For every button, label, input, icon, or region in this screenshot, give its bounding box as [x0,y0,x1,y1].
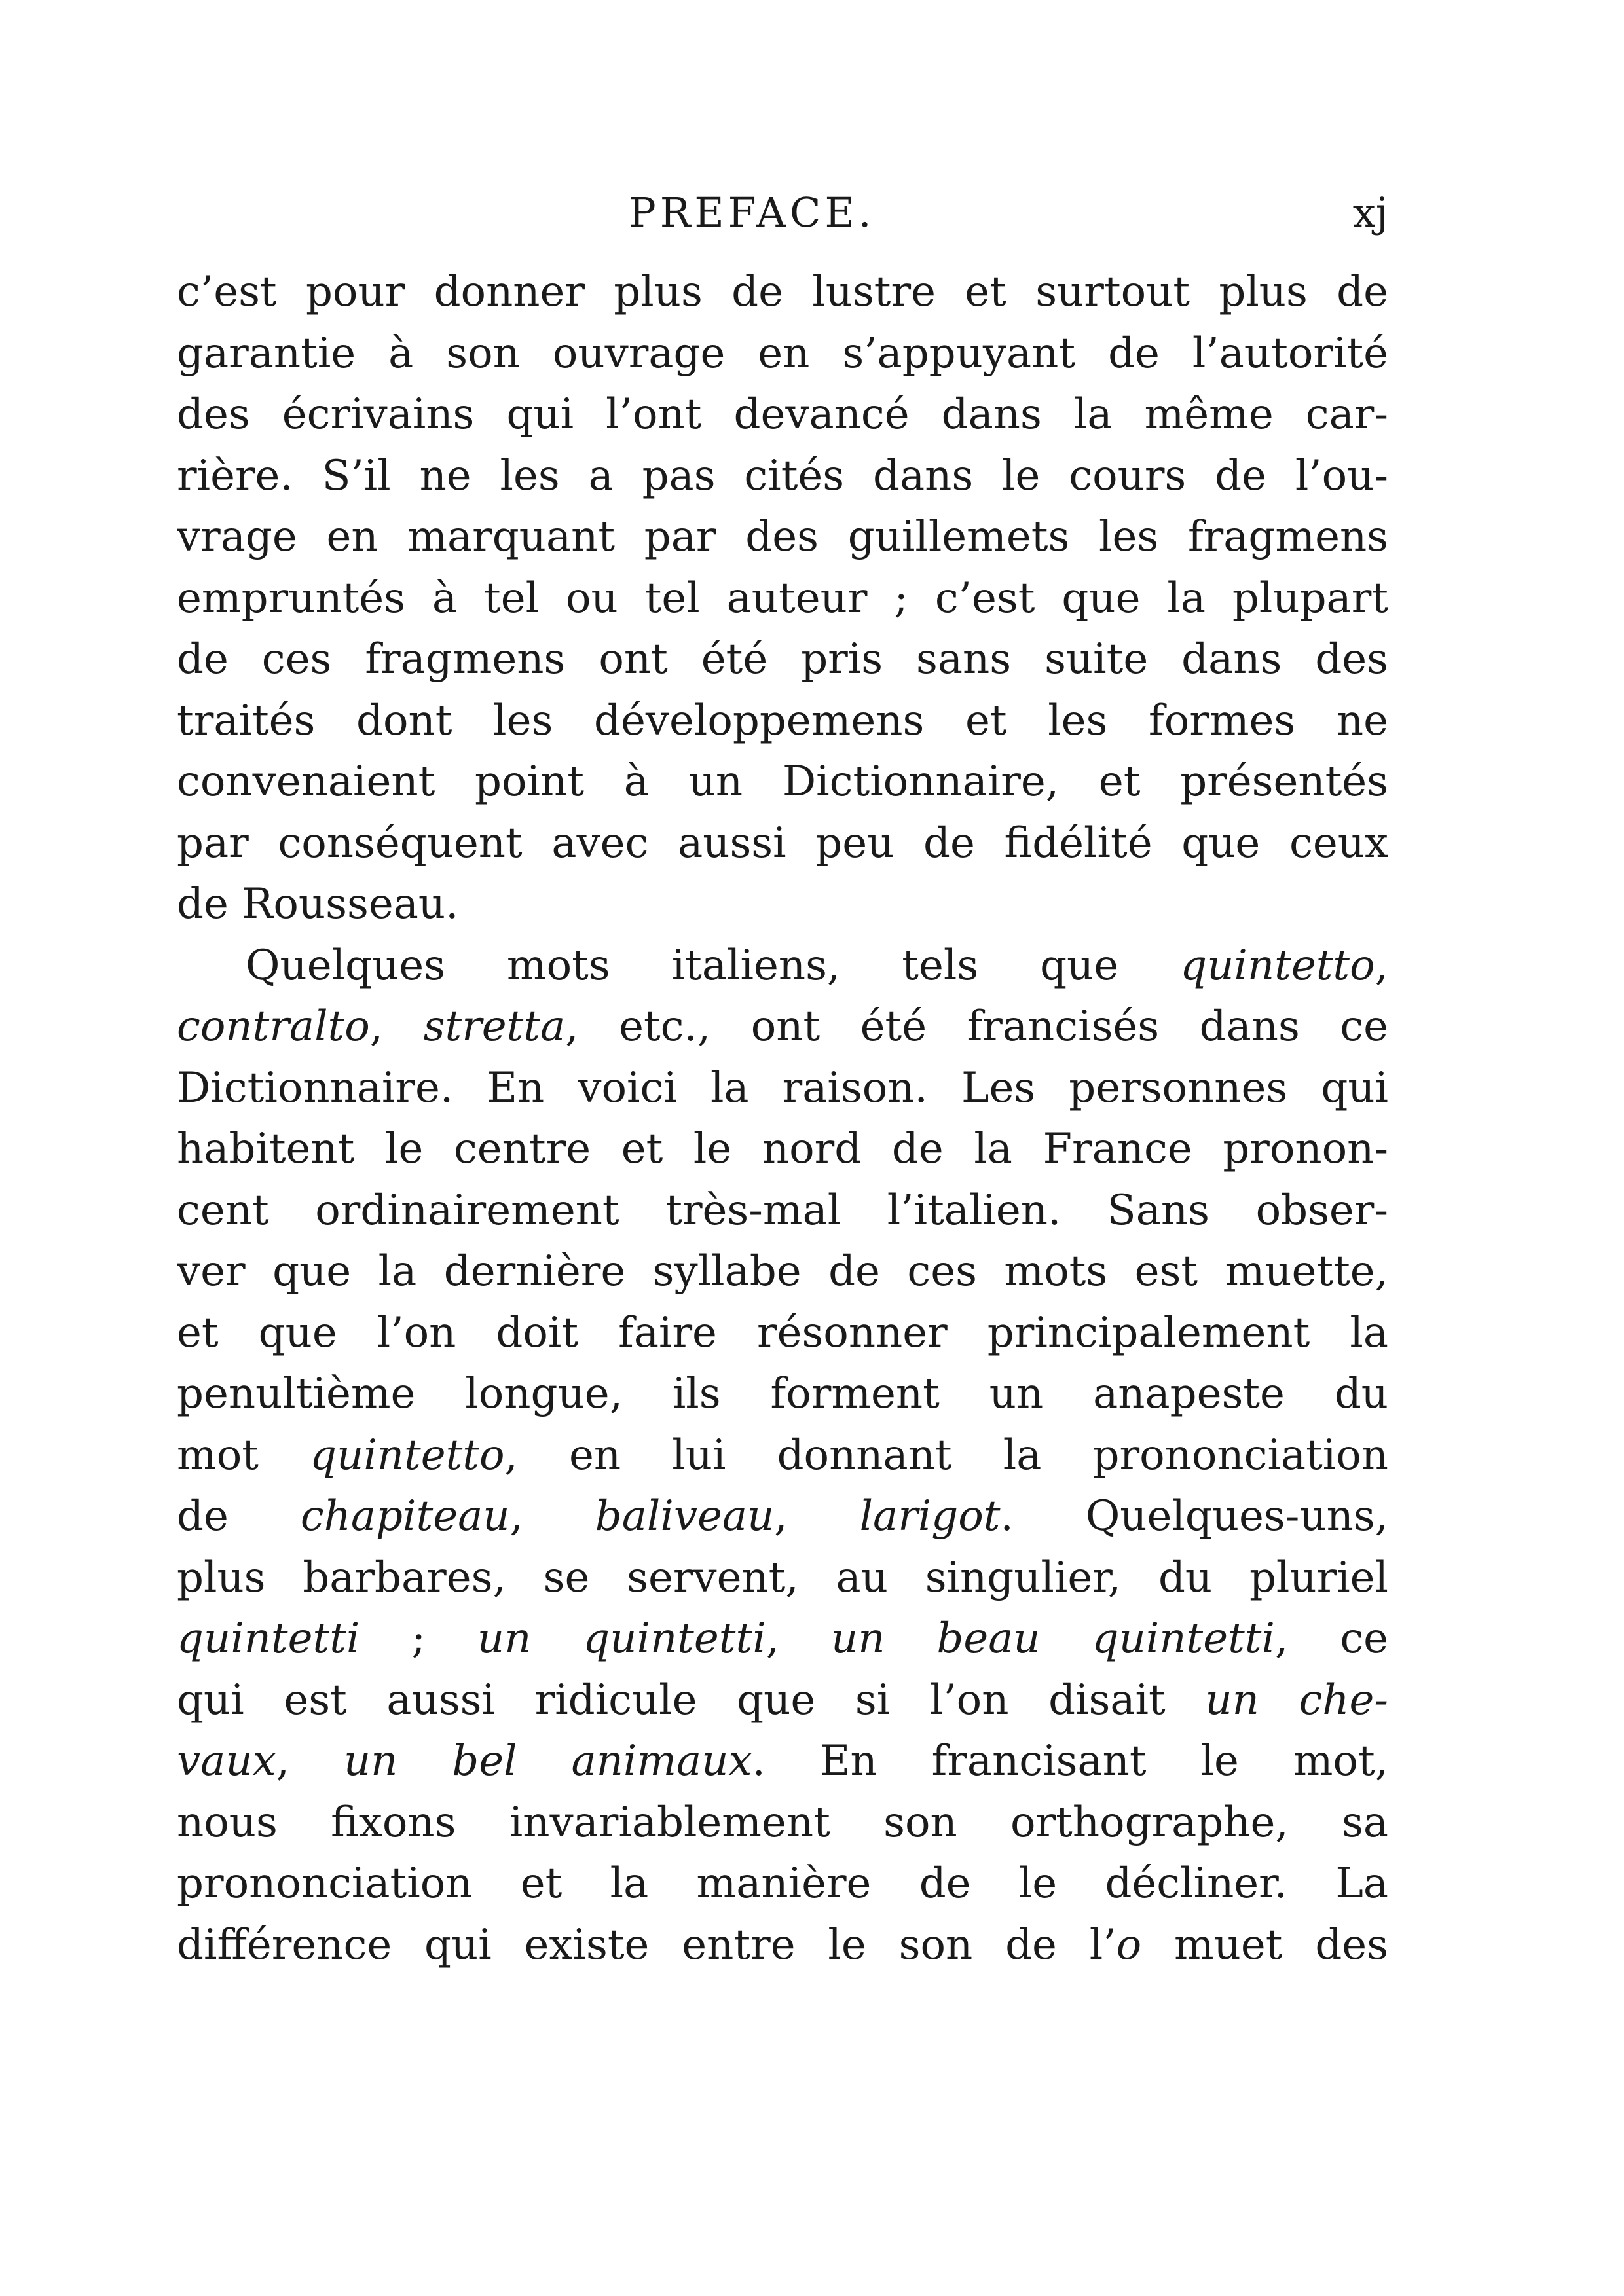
italic-text: o [1116,1920,1142,1969]
text-line [177,262,1388,323]
text-line [177,1364,1388,1425]
text-segment: penultième longue, ils forment un anapeste du [177,1370,1388,1418]
text-line [177,936,1388,997]
italic-text: un che- [1205,1675,1388,1724]
text-line [177,629,1388,691]
text-segment: , [1375,941,1388,990]
text-segment: , [509,1492,595,1540]
text-segment: , [276,1737,344,1785]
italic-text: baliveau [595,1492,775,1540]
text-segment: , [766,1614,832,1663]
italic-text: quintetti [177,1614,360,1663]
italic-text: vaux [177,1737,276,1785]
text-segment: de [177,1492,301,1540]
body-text [177,262,1388,1976]
text-segment: ; [360,1614,477,1663]
text-line [177,384,1388,446]
text-segment: , etc., ont été francisés dans ce [565,1002,1388,1051]
text-segment: habitent le centre et le nord de la France pronon- [177,1125,1388,1173]
text-segment: de ces fragmens ont été pris sans suite dans des [177,635,1388,683]
text-line [177,996,1388,1058]
text-line [177,1486,1388,1548]
text-line [177,1303,1388,1364]
text-segment: Dictionnaire. En voici la raison. Les personnes qui [177,1063,1388,1112]
text-segment: empruntés à tel ou tel auteur ; c’est que la plupart [177,574,1388,623]
text-segment: traités dont les développemens et les formes ne [177,696,1388,745]
text-line [177,874,1388,936]
text-line [177,752,1388,813]
text-line [177,1119,1388,1180]
page-number: xj [1352,189,1388,236]
text-segment: muet des [1141,1920,1388,1969]
text-line [177,568,1388,630]
text-segment: . Quelques-uns, [1000,1492,1388,1540]
text-segment: , en lui donnant la prononciation [504,1430,1388,1480]
italic-text: un bel animaux [343,1737,752,1785]
text-line [177,1425,1388,1487]
running-title: PREFACE. [629,189,876,236]
text-line [177,1609,1388,1670]
text-line [177,507,1388,568]
italic-text: quintetto [1180,941,1375,990]
text-line [177,691,1388,752]
text-line [177,446,1388,507]
text-segment: cent ordinairement très-mal l’italien. Sans obser- [177,1186,1388,1235]
text-line [177,1915,1388,1977]
text-segment: , ce [1275,1614,1388,1663]
italic-text: un beau quintetti [831,1614,1275,1663]
text-segment: . En francisant le mot, [752,1737,1388,1785]
text-segment: par conséquent avec aussi peu de fidélité que ceux [177,818,1388,867]
text-line [177,813,1388,875]
text-segment: vrage en marquant par des guillemets les fragmens [177,513,1388,561]
text-segment: , [369,1002,424,1051]
text-line [177,323,1388,385]
text-segment: ver que la dernière syllabe de ces mots est muette, [177,1247,1388,1296]
text-segment: différence qui existe entre le son de l’ [177,1920,1116,1969]
text-line [177,1670,1388,1732]
text-line [177,1548,1388,1609]
italic-text: quintetto [310,1430,505,1480]
text-line [177,1793,1388,1854]
text-segment: mot [177,1430,310,1480]
italic-text: un quintetti [477,1614,766,1663]
text-segment: c’est pour donner plus de lustre et surtout plus de [177,268,1388,316]
text-segment: garantie à son ouvrage en s’appuyant de l’autorité [177,329,1388,378]
text-segment: de Rousseau. [177,880,459,928]
running-head [177,187,1388,239]
text-segment: et que l’on doit faire résonner principalement la [177,1308,1388,1357]
text-segment: des écrivains qui l’ont devancé dans la même car- [177,390,1388,439]
text-line [177,1180,1388,1242]
italic-text: contralto [177,1002,370,1051]
text-line [177,1058,1388,1120]
text-segment: convenaient point à un Dictionnaire, et présentés [177,757,1388,806]
text-segment: rière. S’il ne les a pas cités dans le cours de l’ou- [177,451,1388,500]
text-segment: , [774,1492,860,1540]
italic-text: stretta [423,1002,566,1051]
italic-text: larigot [859,1492,1001,1540]
text-segment: prononciation et la manière de le décliner. La [177,1859,1388,1908]
italic-text: chapiteau [300,1492,510,1540]
text-segment: qui est aussi ridicule que si l’on disait [177,1675,1206,1724]
text-line [177,1241,1388,1303]
text-segment: nous fixons invariablement son orthographe, sa [177,1798,1388,1847]
text-segment: Quelques mots italiens, tels que [246,941,1181,990]
text-line [177,1853,1388,1915]
text-segment: plus barbares, se servent, au singulier, du pluriel [177,1553,1388,1602]
text-line [177,1731,1388,1793]
